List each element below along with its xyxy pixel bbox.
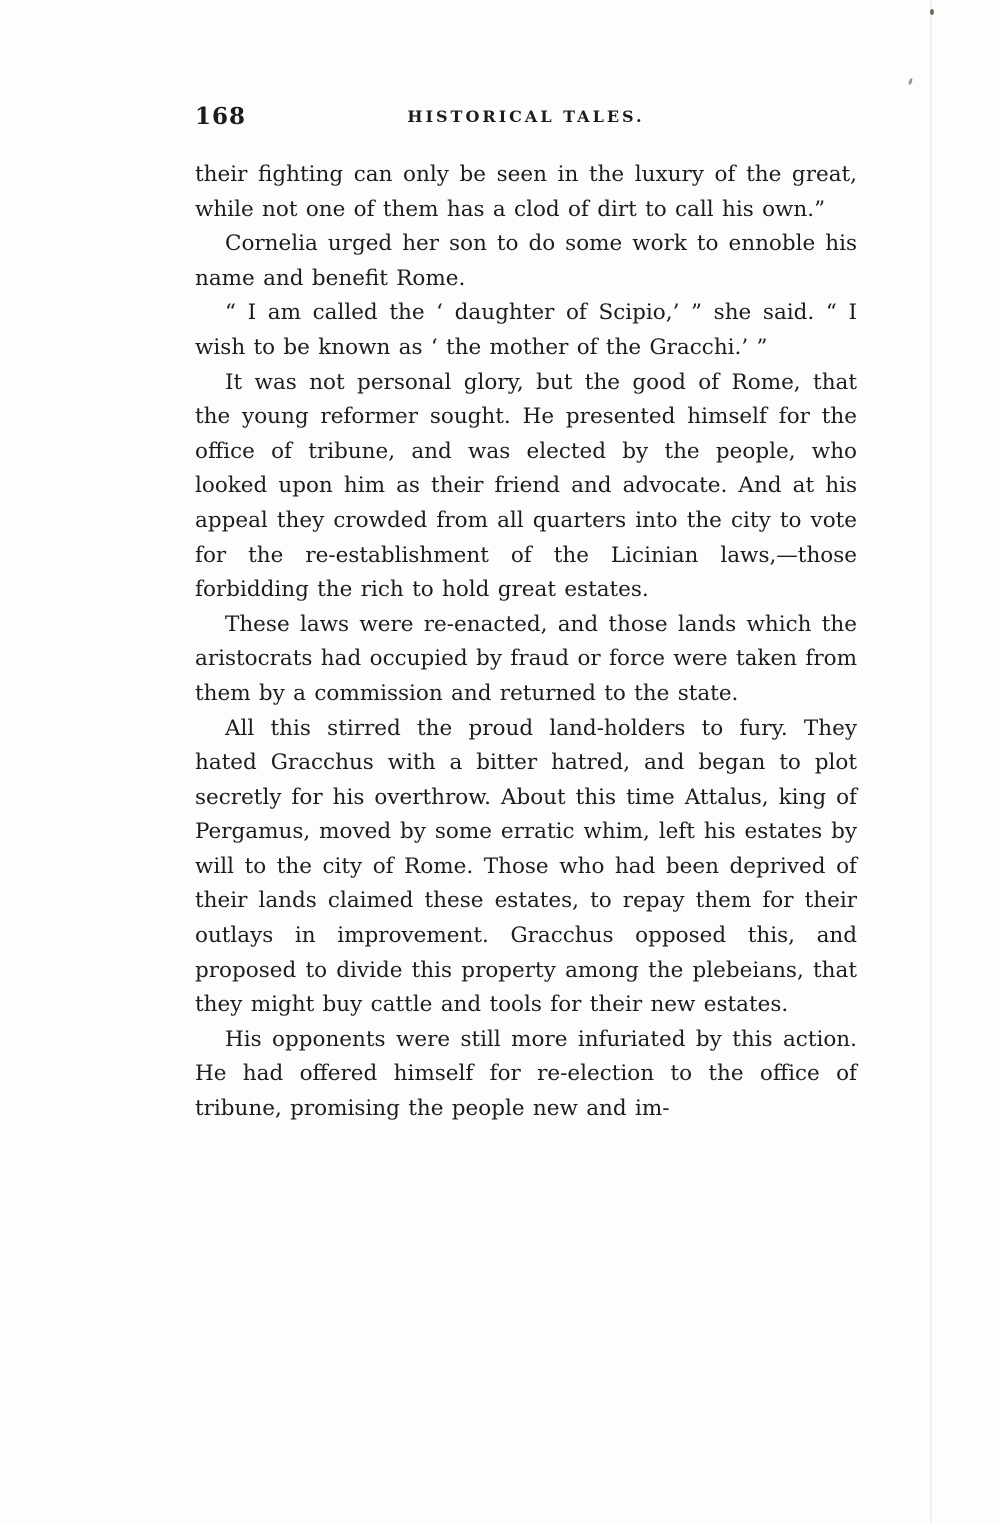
- paragraph-5: These laws were re-enacted, and those lands which the aristocrats had occupied by fraud or force were taken from them by a commission and returned to the state.: [195, 611, 857, 706]
- paragraph-1: their fighting can only be seen in the luxury of the great, while not one of them has a clod of dirt to call his own.”: [195, 162, 857, 222]
- paragraph-2: Cornelia urged her son to do some work to ennoble his name and benefit Rome.: [195, 231, 857, 291]
- page-number: 168: [195, 103, 247, 130]
- scan-speck: [908, 78, 913, 86]
- page-header: [195, 103, 857, 133]
- paragraph-4: It was not personal glory, but the good of Rome, that the young reformer sought. He presented himself for the office of tribune, and was elected by the people, who looked upon him as their friend and advocate. And at his appeal they crowded from all quarters into the city to vote for the re-establishment of the Licinian laws,—those forbidding the rich to hold great estates.: [195, 369, 857, 603]
- paragraph-6: All this stirred the proud land-holders to fury. They hated Gracchus with a bitter hatred, and began to plot secretly for his overthrow. About this time Attalus, king of Pergamus, moved by some erratic whim, left his estates by will to the city of Rome. Those who had been deprived of their lands claimed these estates, to repay them for their outlays in improvement. Gracchus opposed this, and proposed to divide this property among the plebeians, that they might buy cattle and tools for their new estates.: [195, 715, 857, 1018]
- page-body: [195, 158, 857, 1127]
- book-page: [195, 103, 857, 1127]
- paragraph-7: His opponents were still more infuriated by this action. He had offered himself for re-election to the office of tribune, promising the people new and im-: [195, 1026, 857, 1122]
- scan-page-edge: [930, 0, 932, 1523]
- paragraph-3: “ I am called the ‘ daughter of Scipio,’ ” she said. “ I wish to be known as ‘ the mother of the Gracchi.’ ”: [195, 300, 857, 360]
- scan-speck: [930, 9, 934, 15]
- running-title: HISTORICAL TALES.: [407, 107, 645, 126]
